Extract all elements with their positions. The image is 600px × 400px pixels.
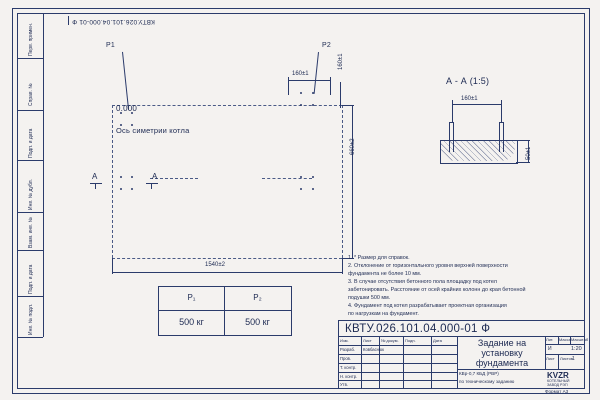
tb-right-row-1 <box>545 344 584 345</box>
plan-left-edge <box>112 105 113 258</box>
doc-ref-line-2: по техническому заданию <box>459 379 515 384</box>
anchor-bolt-left-cap <box>449 122 454 123</box>
title-line-3: фундамента <box>475 358 529 368</box>
dim-line-section-width <box>452 104 501 105</box>
plan-inner-line-right <box>262 178 312 179</box>
anchor-point <box>312 176 314 178</box>
margin-label-5: Подп. и дата <box>28 264 34 294</box>
plan-right-edge <box>342 105 343 258</box>
dim-top-vertical: 160±1 <box>338 53 344 70</box>
anchor-point <box>312 188 314 190</box>
dim-total-width: 1540±2 <box>205 262 225 268</box>
tb-title-divider <box>457 369 584 370</box>
margin-divider <box>17 212 43 213</box>
margin-divider <box>17 160 43 161</box>
anchor-point <box>131 176 133 178</box>
dim-line-height <box>352 105 353 258</box>
dim-ext-height-top <box>342 105 354 106</box>
section-top-surface <box>440 140 516 141</box>
level-mark: 0.000 <box>116 104 138 113</box>
scale-value: 1:20 <box>571 346 582 352</box>
margin-label-4: Взам. инв. № <box>28 217 34 248</box>
anchor-bolt-right-2 <box>503 122 504 152</box>
mass-label: Масса <box>559 337 571 342</box>
plan-top-edge <box>112 105 342 106</box>
section-mark-right: А <box>152 172 158 181</box>
anchor-bolt-left-2 <box>453 122 454 152</box>
dim-ext-top-left <box>288 77 289 95</box>
tb-row-1 <box>339 345 457 346</box>
section-line-right <box>146 183 158 184</box>
tb-right-row-2 <box>545 354 584 355</box>
tb-row-label-3: Н. контр. <box>340 374 358 379</box>
anchor-bolt-right-cap <box>499 122 504 123</box>
dim-total-height: 660±2 <box>350 138 356 155</box>
scale-label: Масштаб <box>571 337 589 342</box>
tb-row-5 <box>339 380 457 381</box>
dim-line-width <box>112 272 342 273</box>
dim-top-horizontal: 160±1 <box>292 71 309 77</box>
anchor-point <box>120 188 122 190</box>
dim-line-top <box>288 80 330 81</box>
anchor-point <box>300 188 302 190</box>
note-3: 3. В случае отсутствия бетонного пола площадку под котел <box>348 279 497 285</box>
load-table-header-p2: Р₂ <box>253 293 262 302</box>
top-title-tick <box>68 16 69 25</box>
tb-row-4 <box>339 372 457 373</box>
tb-vertical-split <box>457 336 458 388</box>
anchor-point <box>300 176 302 178</box>
tb-row-label-0: Разраб. <box>340 347 356 352</box>
sheets-label: Листов <box>560 356 573 361</box>
tb-header-data: Дата <box>433 338 442 343</box>
load-table-value-p1: 500 кг <box>179 317 204 327</box>
load-table <box>158 286 292 336</box>
format-label: Формат А3 <box>545 389 569 394</box>
tb-row-3 <box>339 363 457 364</box>
section-arrow-left <box>95 183 96 189</box>
margin-label-1: Справ. № <box>28 83 34 106</box>
lit-value: И <box>548 346 552 352</box>
note-7: по нагрузкам на фундамент. <box>348 311 419 317</box>
dim-ext-section-right <box>501 100 502 122</box>
section-mark-left: А <box>92 172 98 181</box>
margin-divider <box>17 296 43 297</box>
note-1: 2. Отклонение от горизонтального уровня верхней поверхности <box>348 263 508 269</box>
lit-label: Лит. <box>546 337 554 342</box>
tb-header-podp: Подп. <box>405 338 416 343</box>
dim-ext-top-right <box>330 77 331 95</box>
tb-designer-name: Ковбаснюк <box>363 347 384 352</box>
label-p1: Р1 <box>106 42 115 49</box>
note-0: 1. * Размер для справок. <box>348 255 410 261</box>
margin-divider <box>17 250 43 251</box>
company-logo: KVZR <box>547 371 569 380</box>
dim-ext-width-right <box>342 258 343 274</box>
title-line-2: установку <box>481 348 523 358</box>
dim-ext-section-bottom <box>516 162 530 163</box>
tb-row-label-4: Утв. <box>340 382 348 387</box>
anchor-bolt-left <box>449 122 450 152</box>
dim-line-top-vertical <box>340 82 341 108</box>
sheets-value: 1 <box>572 356 575 362</box>
margin-divider <box>17 337 43 338</box>
tb-right-col-c <box>558 354 559 369</box>
company-line-1: КОТЕЛЬНЫЙ <box>547 379 570 383</box>
note-6: 4. Фундамент под котел разрабатывает проектная организация <box>348 303 507 309</box>
tb-row-2 <box>339 354 457 355</box>
section-title: А - А (1:5) <box>446 76 490 86</box>
section-arrow-right <box>151 183 152 189</box>
tb-row-label-2: Т. контр. <box>340 365 357 370</box>
note-2: фундамента не более 10 мм. <box>348 271 422 277</box>
tb-row-label-1: Пров. <box>340 356 352 361</box>
axis-label: Ось симетрии котла <box>116 126 190 135</box>
anchor-point <box>300 92 302 94</box>
dim-ext-section-top <box>516 140 530 141</box>
plan-bottom-edge <box>112 258 342 259</box>
margin-label-0: Перв. примен. <box>28 22 34 56</box>
note-5: подушки 500 мм. <box>348 295 391 301</box>
margin-label-2: Подп. и дата <box>28 128 34 158</box>
anchor-point <box>131 188 133 190</box>
dim-ext-section-left <box>452 100 453 122</box>
doc-ref-line-1: КВр-0,7 КБД (РВР) <box>459 371 499 376</box>
title-block-code: КВТУ.026.101.04.000-01 Ф <box>345 323 491 335</box>
margin-label-6: Инв. № подл. <box>28 303 34 335</box>
sheet-label: Лист <box>546 356 555 361</box>
margin-divider <box>17 110 43 111</box>
section-line-left <box>90 183 102 184</box>
company-line-2: ЗАВОД РЭП <box>547 383 568 387</box>
dim-section-width: 160±1 <box>461 96 478 102</box>
load-table-value-p2: 500 кг <box>245 317 270 327</box>
title-line-1: Задание на <box>477 338 527 348</box>
note-4: забетонировать. Расстояние от осей крайних колонн до края бетонной <box>348 287 526 293</box>
tb-header-izm: Изм. <box>340 338 349 343</box>
label-p2: Р2 <box>322 42 331 49</box>
title-block <box>338 320 589 389</box>
margin-divider <box>17 58 43 59</box>
dim-ext-width-left <box>112 258 113 274</box>
margin-label-3: Инв. № дубл. <box>28 179 34 210</box>
dim-section-height: 50±1 <box>526 146 532 160</box>
tb-header-list: Лист <box>363 338 372 343</box>
anchor-point <box>300 104 302 106</box>
tb-header-docum: № докум. <box>381 338 399 343</box>
anchor-point <box>120 176 122 178</box>
anchor-point <box>312 104 314 106</box>
anchor-bolt-right <box>499 122 500 152</box>
load-table-header-p1: Р₁ <box>187 293 196 302</box>
top-inverted-title: КВТУ.026.101.04.000-01 Ф <box>72 18 155 25</box>
